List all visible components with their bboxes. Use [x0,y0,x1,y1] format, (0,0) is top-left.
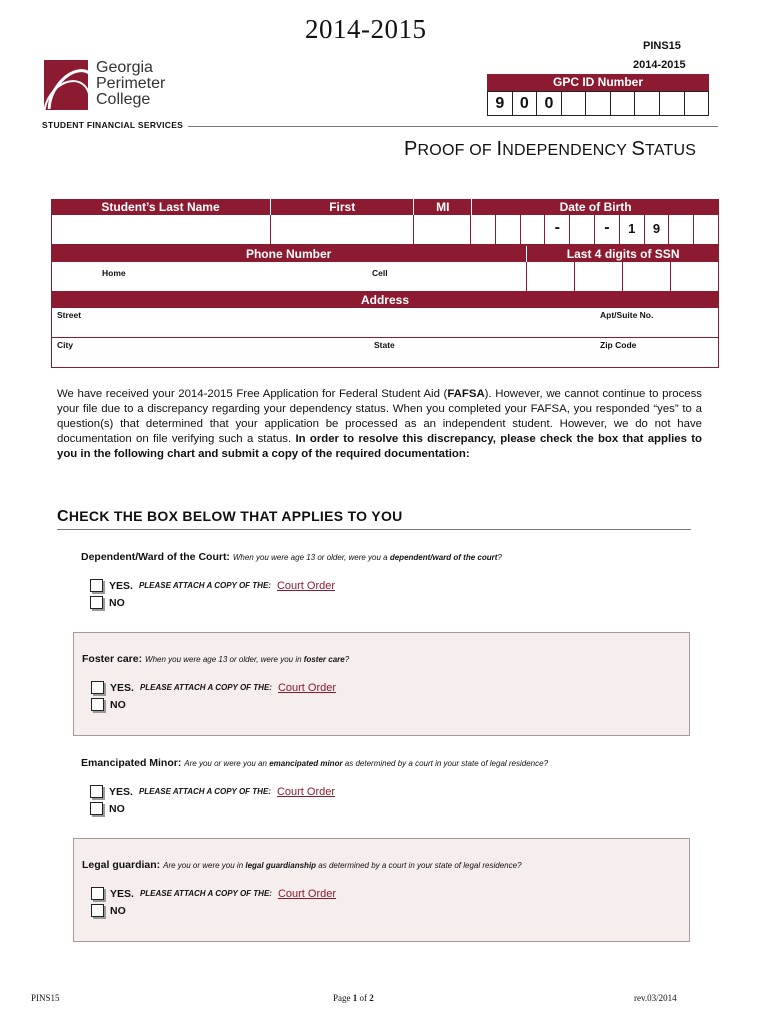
gpc-id-digit[interactable] [685,92,709,115]
page-title: PROOF OF INDEPENDENCY STATUS [404,138,697,160]
year-title: 2014-2015 [305,14,427,44]
ssn-field[interactable] [527,262,719,292]
dob-digit[interactable] [570,215,595,245]
dob-separator: - [545,215,570,245]
yes-option[interactable]: YES. PLEASE ATTACH A COPY OF THE: Court Order [90,783,682,800]
divider [57,529,691,530]
college-logo-icon [44,60,88,110]
no-option[interactable]: NO [90,594,682,611]
question-label: Foster care: When you were age 13 or older, were you in foster care? [82,653,350,665]
apt-label: Apt/Suite No. [600,310,654,320]
question-label: Dependent/Ward of the Court: When you were age 13 or older, were you a dependent/ward of the court? [81,551,502,563]
gpc-id-label: GPC ID Number [487,74,709,91]
phone-header: Phone Number [51,246,526,262]
form-code: PINS15 [643,40,681,52]
dob-digit[interactable] [521,215,546,245]
dob-digit[interactable]: 9 [645,215,670,245]
ssn-digit[interactable] [623,262,671,292]
dob-separator: - [595,215,620,245]
ssn-digit[interactable] [671,262,719,292]
mi-field[interactable] [414,215,471,245]
gpc-id-digit[interactable] [562,92,587,115]
yes-checkbox[interactable] [90,785,103,798]
no-checkbox[interactable] [90,802,103,815]
no-checkbox[interactable] [91,904,104,917]
page-number: Page 1 of 2 [333,993,374,1003]
option-ward-of-court [73,543,690,631]
document-link[interactable]: Court Order [276,785,336,798]
first-name-header: First [270,199,413,215]
dob-digit[interactable] [471,215,496,245]
home-phone-label: Home [102,268,126,278]
yes-checkbox[interactable] [91,681,104,694]
logo-line-3: College [96,91,151,108]
department-name: STUDENT FINANCIAL SERVICES [42,120,184,130]
gpc-id-digit[interactable]: 9 [488,92,513,115]
document-link[interactable]: Court Order [277,681,337,694]
ssn-digit[interactable] [575,262,623,292]
student-info-table [51,199,719,368]
yes-checkbox[interactable] [91,887,104,900]
question-label: Emancipated Minor: Are you or were you an emancipated minor as determined by a court in your state of legal residence? [81,757,549,769]
yes-option[interactable]: YES. PLEASE ATTACH A COPY OF THE: Court Order [91,885,681,902]
no-option[interactable]: NO [91,902,681,919]
cell-phone-label: Cell [372,268,388,278]
yes-option[interactable]: YES. PLEASE ATTACH A COPY OF THE: Court Order [91,679,681,696]
dob-digit[interactable] [496,215,521,245]
gpc-id-digit[interactable] [635,92,660,115]
yes-checkbox[interactable] [90,579,103,592]
mi-header: MI [413,199,471,215]
gpc-id-digit[interactable] [660,92,685,115]
ssn-digit[interactable] [527,262,575,292]
ssn-header: Last 4 digits of SSN [526,246,719,262]
no-checkbox[interactable] [90,596,103,609]
city-label: City [57,340,74,350]
dob-digit[interactable]: 1 [620,215,645,245]
last-name-header: Student’s Last Name [51,199,270,215]
zip-label: Zip Code [600,340,637,350]
dob-digit[interactable] [669,215,694,245]
dob-digit[interactable] [694,215,719,245]
street-label: Street [57,310,82,320]
revision-date: rev.03/2014 [634,993,677,1003]
section-title: CHECK THE BOX BELOW THAT APPLIES TO YOU [57,508,403,525]
no-option[interactable]: NO [90,800,682,817]
form-year: 2014-2015 [633,59,686,71]
address-header: Address [51,292,719,308]
option-emancipated-minor [73,737,690,837]
gpc-id-digit[interactable] [586,92,611,115]
logo-line-1: Georgia [96,59,153,76]
intro-paragraph: We have received your 2014-2015 Free Application for Federal Student Aid (FAFSA). However, we cannot continue to process your file due to a discrepancy regarding your dependency status. When you completed your FAFSA, you responded “yes” to a question(s) that determined that your application be processed as an independent student. However, we do not have documentation on file verifying such a status. In order to resolve this discrepancy, please check the box that applies to you in the following chart and submit a copy of the required documentation: [57,388,702,460]
logo-line-2: Perimeter [96,75,166,92]
college-name [96,60,165,108]
option-foster-care [73,632,690,736]
gpc-id-digit[interactable] [611,92,636,115]
document-link[interactable]: Court Order [276,579,336,592]
dob-field[interactable] [471,215,719,245]
last-name-field[interactable] [51,215,271,245]
question-label: Legal guardian: Are you or were you in legal guardianship as determined by a court in your state of legal residence? [82,859,522,871]
yes-option[interactable]: YES. PLEASE ATTACH A COPY OF THE: Court Order [90,577,682,594]
divider [188,126,718,127]
dob-header: Date of Birth [471,199,719,215]
footer-form-code: PINS15 [31,993,60,1003]
no-option[interactable]: NO [91,696,681,713]
gpc-id-field[interactable] [487,91,709,116]
gpc-id-digit[interactable]: 0 [537,92,562,115]
phone-field[interactable] [51,262,527,292]
no-checkbox[interactable] [91,698,104,711]
gpc-id-digit[interactable]: 0 [513,92,538,115]
city-field[interactable] [51,338,719,368]
document-link[interactable]: Court Order [277,887,337,900]
option-legal-guardian [73,838,690,942]
first-name-field[interactable] [271,215,414,245]
street-field[interactable] [51,308,719,338]
state-label: State [374,340,395,350]
